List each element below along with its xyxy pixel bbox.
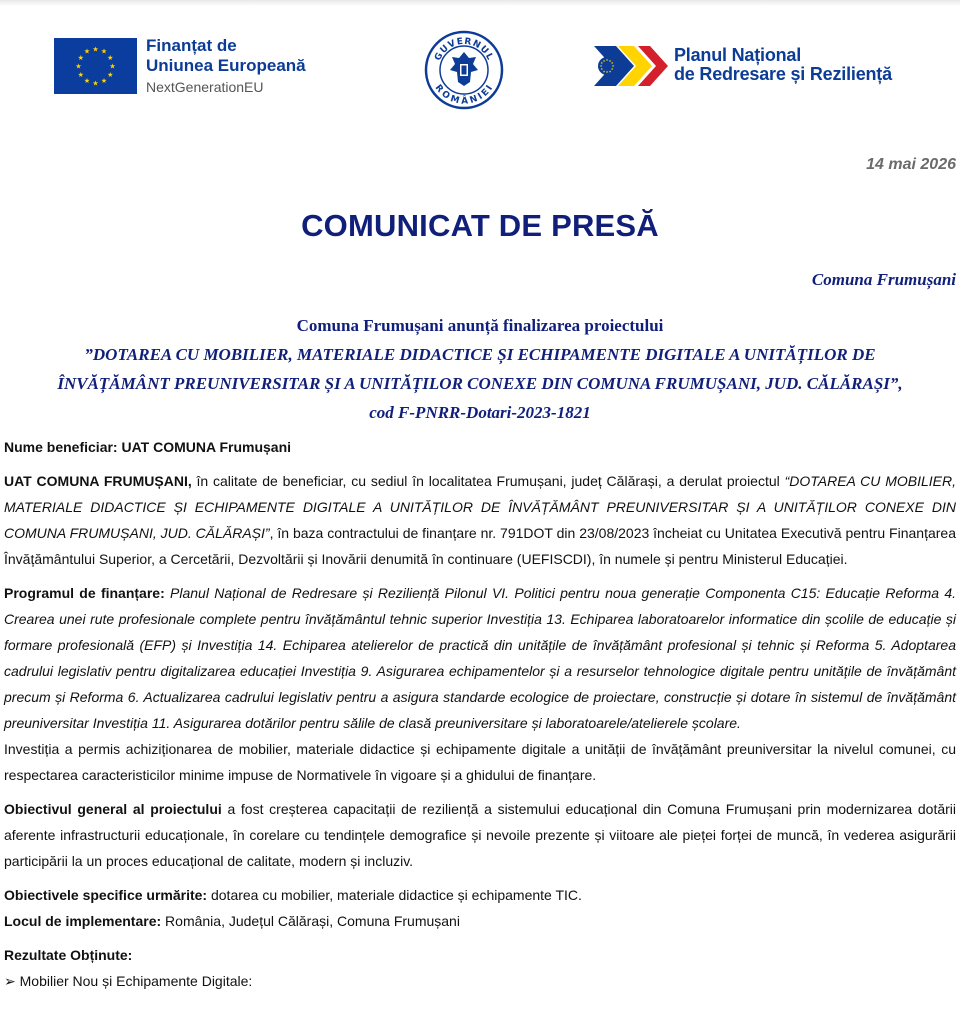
intro-text-2: , în baza contractului de finanțare nr. 791DOT din 23/08/2023 încheiat cu Unitatea Executivă pentru Finanțarea Învățământului Superior, a Cercetării, Dezvoltării și Inovării denumită în continuare (UEFISCDI), în numele și pentru Ministerul Educației. — [4, 525, 956, 567]
eu-funding-logo-text — [146, 36, 306, 97]
page-title: COMUNICAT DE PRESĂ — [301, 208, 659, 243]
star-icon: ★ — [100, 47, 108, 56]
star-icon: ★ — [605, 58, 609, 63]
star-icon: ★ — [92, 45, 99, 54]
eu-logo-line2: Uniunea Europeană — [146, 56, 306, 75]
star-icon: ★ — [600, 67, 604, 72]
project-announcement — [0, 311, 960, 427]
pnrr-logo-text — [674, 46, 892, 84]
issuer-label: Comuna Frumușani — [811, 270, 956, 289]
star-icon: ★ — [107, 53, 114, 62]
svg-text:ROMÂNIEI — [433, 83, 496, 107]
star-icon: ★ — [92, 79, 99, 88]
star-icon: ★ — [100, 77, 108, 86]
intro-paragraph — [4, 468, 956, 572]
gov-seal-bottom-text: ROMÂNIEI — [432, 83, 496, 107]
publication-date: 14 mai 2026 — [866, 156, 956, 173]
beneficiary-name: UAT COMUNA FRUMUȘANI, — [4, 473, 192, 489]
results-item-text: Mobilier Nou și Echipamente Digitale: — [19, 973, 253, 989]
specific-objectives-label: Obiectivele specifice urmărite: — [4, 887, 208, 903]
press-release-body — [4, 434, 956, 994]
top-shadow-bar — [0, 0, 960, 6]
star-icon: ★ — [611, 64, 615, 69]
general-objective-label: Obiectivul general al proiectului — [4, 801, 222, 817]
star-icon: ★ — [602, 58, 606, 63]
star-icon: ★ — [83, 77, 91, 86]
intro-project-name: “DOTAREA CU MOBILIER, MATERIALE DIDACTICE ȘI ECHIPAMENTE DIGITALE A UNITĂȚILOR DE ÎNVĂȚĂMÂNT PREUNIVERSITAR ȘI A UNITĂȚILOR CONEXE DIN COMUNA FRUMUȘANI, JUD. CĂLĂRAȘI” — [4, 473, 956, 541]
star-icon: ★ — [83, 47, 91, 56]
funding-program-text: Planul Național de Redresare și Reziliență Pilonul VI. Politici pentru noua generație Componenta C15: Educație Reforma 4. Crearea unei rute profesionale complete pentru învățământul tehnic superior Investiția 13. Echiparea laboratoarelor informatice din școlile de educație și formare profesională (EFP) și Investiția 14. Echiparea atelierelor de practică din unitățile de învățământ profesional și tehnic și Reforma 5. Adoptarea cadrului legislativ pentru digitalizarea educației Investiția 9. Asigurarea echipamentelor și a resurselor tehnologice digitale pentru unitățile de învățământ precum și Reforma 6. Actualizarea cadrului legislativ pentru a asigura standarde ecologice de proiectare, construcție și dotare în sistemul de învățământ preuniversitar Investiția 11. Asigurarea dotărilor pentru sălile de clasă preuniversitare și laboratoarele/atelierele școlare. — [4, 585, 956, 731]
beneficiary-line: Nume beneficiar: UAT COMUNA Frumușani — [4, 439, 292, 455]
gov-seal-top-text: GUVERNUL — [433, 36, 495, 63]
eu-flag-icon — [54, 38, 137, 94]
star-icon: ★ — [610, 61, 614, 66]
project-code: cod F-PNRR-Dotari-2023-1821 — [369, 403, 591, 422]
pnrr-logo-icon — [594, 46, 668, 86]
results-list-item — [4, 968, 956, 994]
location-text: România, Județul Călărași, Comuna Frumușani — [161, 913, 460, 929]
general-objective-text: a fost creșterea capacitații de reziliență a sistemului educațional din Comuna Frumușani prin modernizarea dotării aferente infrastructurii educaționale, în corelare cu tendințele demografice și nevoile prezente și viitoare ale pieței forței de muncă, în vederea asigurării participării la un proces educațional de calitate, modern și incluziv. — [4, 801, 956, 869]
pnrr-logo-line1: Planul Național — [674, 45, 802, 65]
government-seal-icon — [424, 30, 504, 110]
pnrr-logo-line2: de Redresare și Reziliență — [674, 64, 892, 84]
star-icon: ★ — [107, 70, 114, 79]
intro-text-1: în calitate de beneficiar, cu sediul în localitatea Frumușani, județ Călărași, a derulat proiectul — [191, 473, 785, 489]
specific-objectives-text: dotarea cu mobilier, materiale didactice și echipamente TIC. — [207, 887, 582, 903]
star-icon: ★ — [77, 53, 84, 62]
star-icon: ★ — [610, 67, 614, 72]
funding-program-paragraph — [4, 580, 956, 736]
star-icon: ★ — [75, 62, 82, 71]
eu-logo-line1: Finanțat de — [146, 36, 237, 55]
star-icon: ★ — [77, 70, 84, 79]
star-icon: ★ — [608, 69, 612, 74]
star-icon: ★ — [109, 62, 116, 71]
results-label: Rezultate Obținute: — [4, 947, 133, 963]
star-icon: ★ — [599, 64, 603, 69]
general-objective-paragraph — [4, 796, 956, 874]
star-icon: ★ — [600, 61, 604, 66]
investment-paragraph: Investiția a permis achiziționarea de mobilier, materiale didactice și echipamente digitale a unității de învățământ preuniversitar la nivelul comunei, cu respectarea caracteristicilor minime impuse de Normativele în vigoare și a ghidului de finanțare. — [4, 741, 956, 783]
specific-objectives-line — [4, 882, 956, 908]
project-title-line2: ÎNVĂȚĂMÂNT PREUNIVERSITAR ȘI A UNITĂȚILOR CONEXE DIN COMUNA FRUMUȘANI, JUD. CĂLĂRAȘI”, — [57, 374, 903, 393]
location-label: Locul de implementare: — [4, 913, 162, 929]
star-icon: ★ — [602, 69, 606, 74]
location-line — [4, 908, 956, 934]
eu-logo-line3: NextGenerationEU — [146, 79, 264, 95]
star-icon: ★ — [605, 70, 609, 75]
bullet-arrow-icon: ➢ — [4, 973, 16, 989]
funding-program-label: Programul de finanțare: — [4, 585, 165, 601]
star-icon: ★ — [608, 58, 612, 63]
announcement-intro: Comuna Frumușani anunță finalizarea proiectului — [296, 316, 664, 335]
project-title-line1: ”DOTAREA CU MOBILIER, MATERIALE DIDACTICE ȘI ECHIPAMENTE DIGITALE A UNITĂȚILOR DE — [84, 345, 876, 364]
